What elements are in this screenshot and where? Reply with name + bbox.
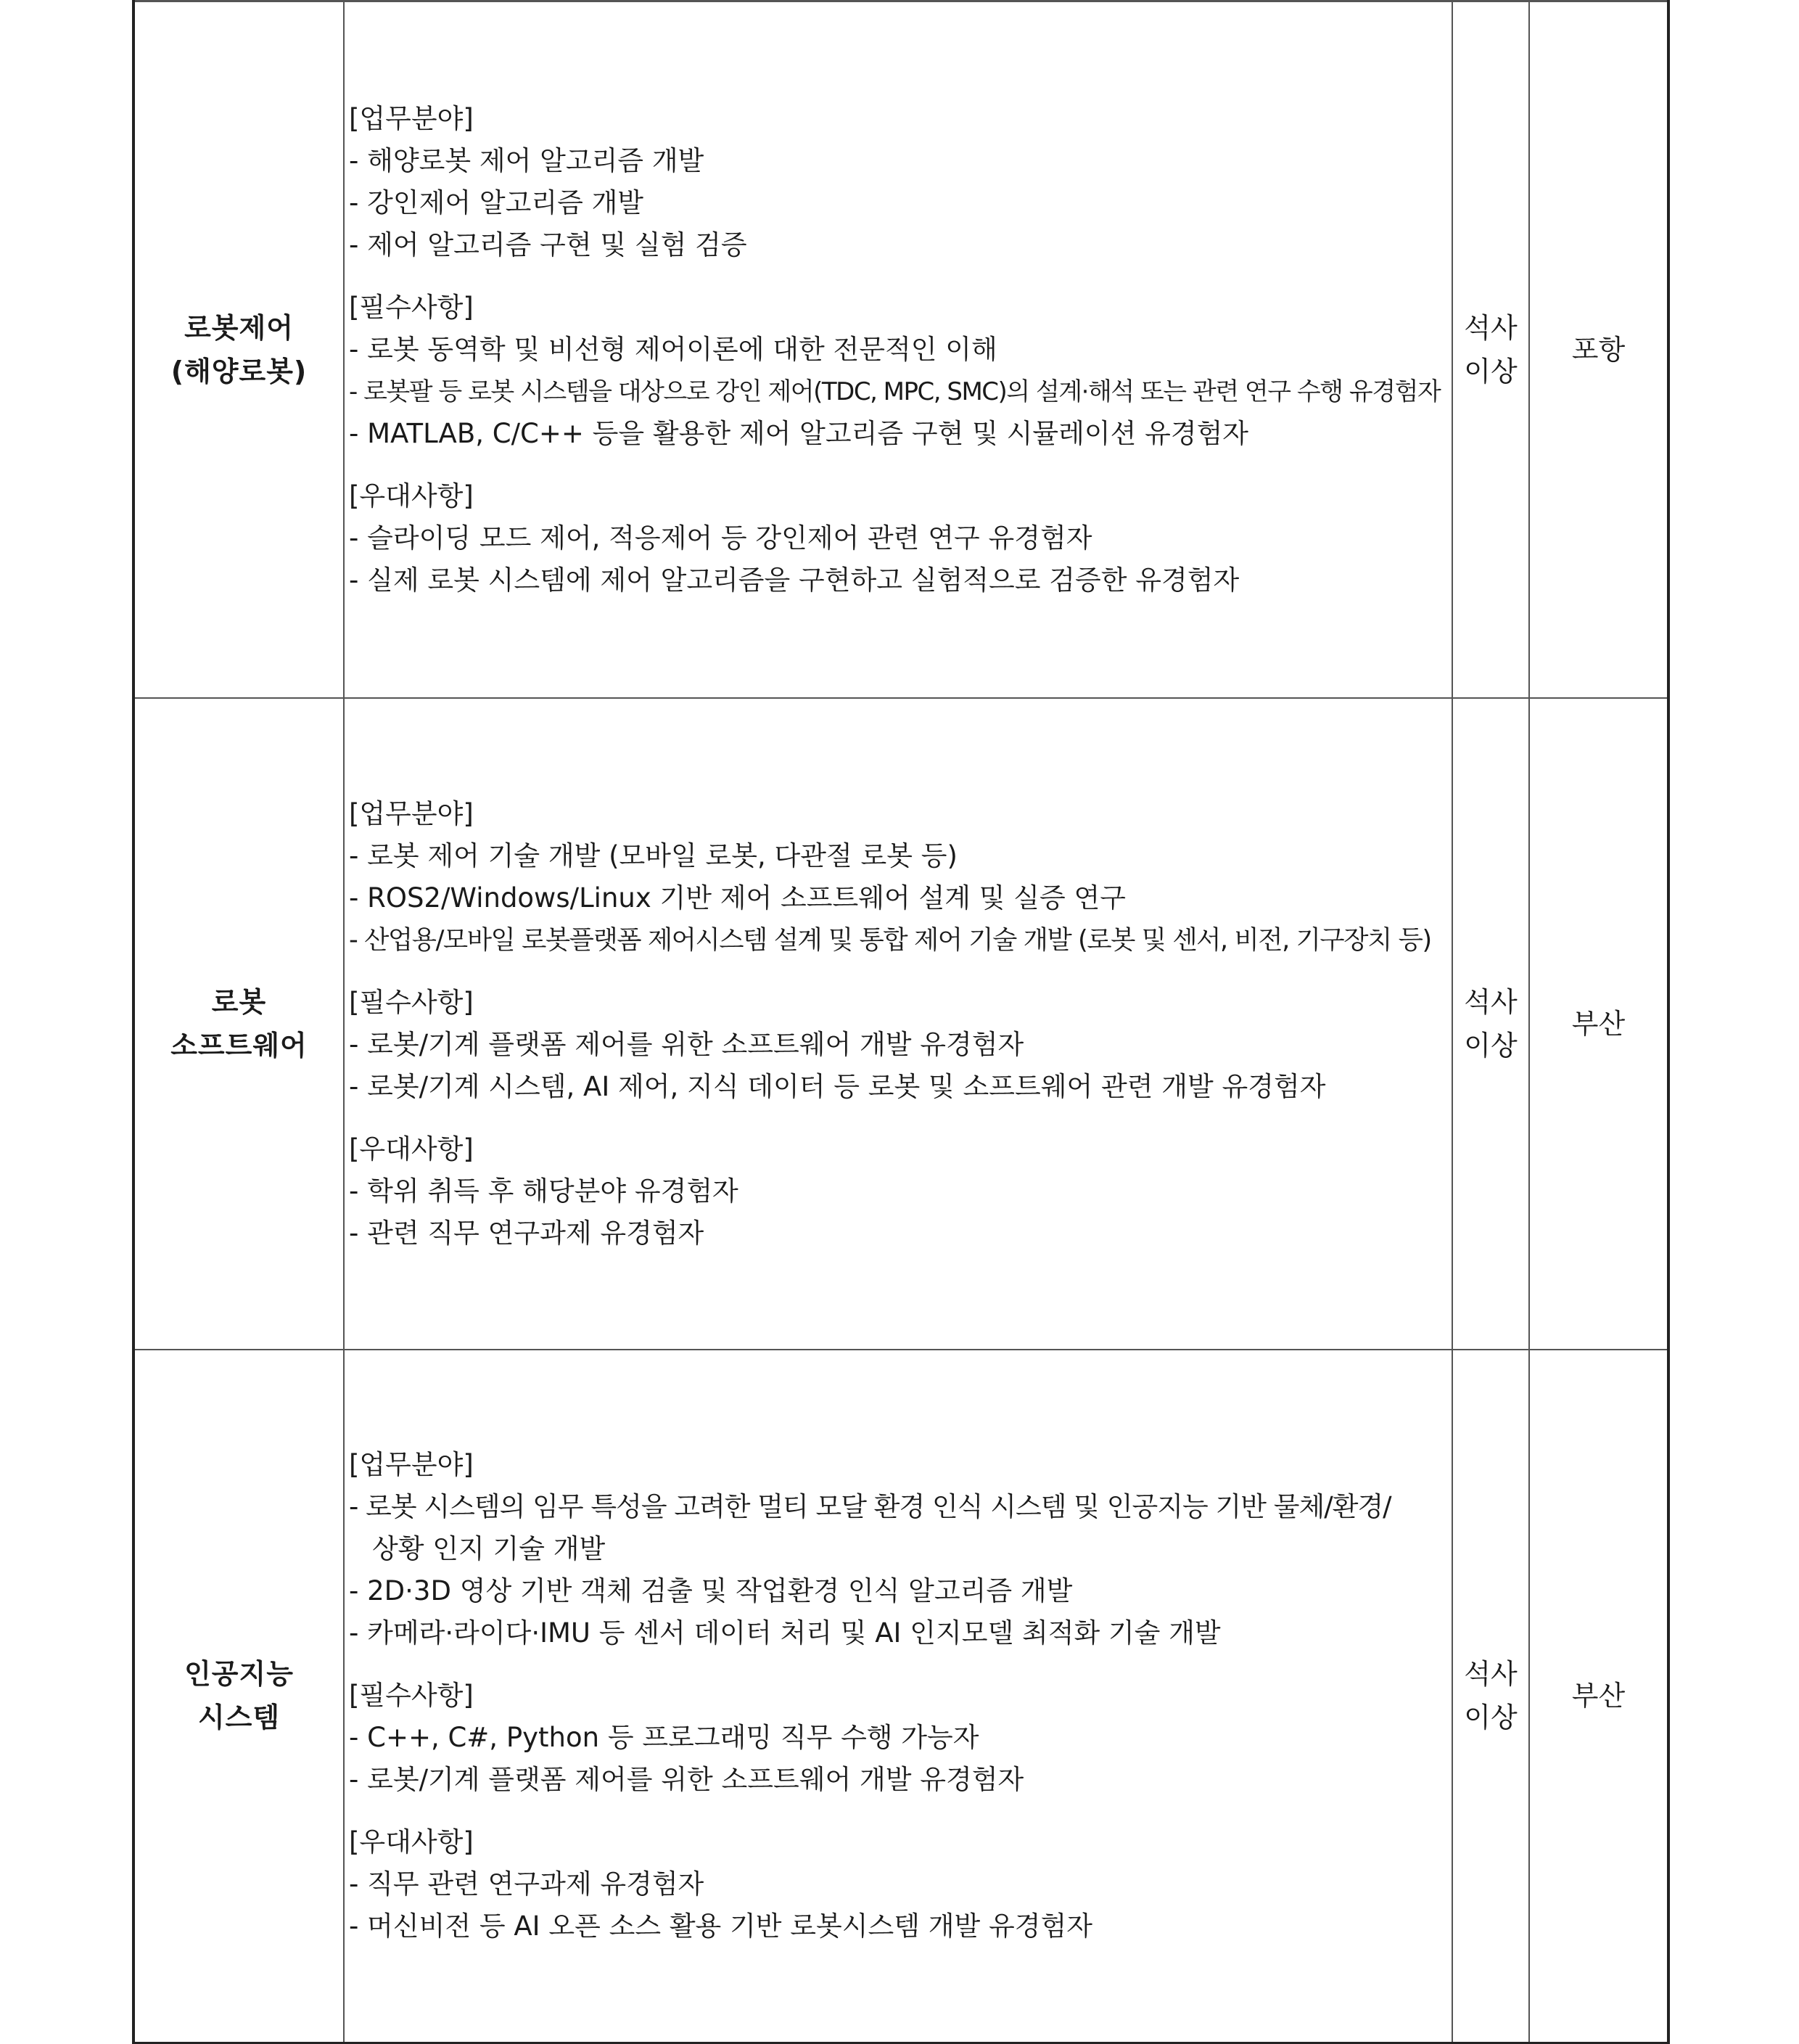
list-item: - 학위 취득 후 해당분야 유경험자 bbox=[349, 1175, 738, 1207]
description-cell bbox=[344, 698, 1452, 1350]
section-title: [우대사항] bbox=[349, 480, 474, 512]
list-item: - 로봇/기계 시스템, AI 제어, 지식 데이터 등 로봇 및 소프트웨어 관련 개발 유경험자 bbox=[349, 1070, 1326, 1102]
degree-cell bbox=[1452, 1350, 1529, 2043]
location-cell: 부산 bbox=[1529, 698, 1668, 1350]
duty-section bbox=[349, 1444, 1452, 1654]
field-name-line: 인공지능 bbox=[184, 1658, 294, 1691]
table-row bbox=[133, 1, 1668, 698]
list-item: - 로봇팔 등 로봇 시스템을 대상으로 강인 제어(TDC, MPC, SMC)의 설계·해석 또는 관련 연구 수행 유경험자 bbox=[349, 377, 1441, 406]
list-item: - 머신비전 등 AI 오픈 소스 활용 기반 로봇시스템 개발 유경험자 bbox=[349, 1910, 1092, 1942]
requirements-section bbox=[349, 287, 1452, 455]
requirements-section bbox=[349, 982, 1452, 1108]
field-cell bbox=[133, 1350, 344, 2043]
description-cell bbox=[344, 1350, 1452, 2043]
list-item: - 2D·3D 영상 기반 객체 검출 및 작업환경 인식 알고리즘 개발 bbox=[349, 1575, 1073, 1607]
list-item: - 강인제어 알고리즘 개발 bbox=[349, 186, 644, 218]
requirements-section bbox=[349, 1675, 1452, 1801]
section-title: [필수사항] bbox=[349, 291, 474, 323]
duty-section bbox=[349, 98, 1452, 266]
degree-line: 이상 bbox=[1464, 355, 1518, 387]
list-item: - 로봇 동역학 및 비선형 제어이론에 대한 전문적인 이해 bbox=[349, 333, 997, 365]
degree-cell bbox=[1452, 1, 1529, 698]
list-item: - 로봇/기계 플랫폼 제어를 위한 소프트웨어 개발 유경험자 bbox=[349, 1764, 1024, 1796]
preferred-section bbox=[349, 1128, 1452, 1255]
section-title: [우대사항] bbox=[349, 1826, 474, 1858]
field-name-line: 로봇제어 bbox=[184, 311, 294, 344]
degree-line: 석사 bbox=[1464, 311, 1518, 344]
field-name-line: 소프트웨어 bbox=[170, 1029, 308, 1062]
list-item: - 제어 알고리즘 구현 및 실험 검증 bbox=[349, 229, 747, 260]
section-title: [업무분야] bbox=[349, 797, 474, 829]
field-name-line: 로봇 bbox=[211, 985, 267, 1018]
section-title: [업무분야] bbox=[349, 1449, 474, 1481]
recruitment-table bbox=[132, 0, 1670, 2044]
list-item: - 로봇/기계 플랫폼 제어를 위한 소프트웨어 개발 유경험자 bbox=[349, 1028, 1024, 1060]
degree-line: 이상 bbox=[1464, 1029, 1518, 1062]
location-cell: 포항 bbox=[1529, 1, 1668, 698]
list-item: - 로봇 시스템의 임무 특성을 고려한 멀티 모달 환경 인식 시스템 및 인공지능 기반 물체/환경/ bbox=[349, 1491, 1391, 1523]
list-item: - ROS2/Windows/Linux 기반 제어 소프트웨어 설계 및 실증 연구 bbox=[349, 882, 1126, 914]
preferred-section bbox=[349, 1821, 1452, 1947]
list-item-continuation: 상황 인지 기술 개발 bbox=[372, 1533, 606, 1565]
section-title: [우대사항] bbox=[349, 1133, 474, 1165]
table-row bbox=[133, 1350, 1668, 2043]
section-title: [업무분야] bbox=[349, 102, 474, 134]
preferred-section bbox=[349, 475, 1452, 602]
table-row bbox=[133, 698, 1668, 1350]
field-name-line: (해양로봇) bbox=[170, 355, 308, 387]
list-item: - 실제 로봇 시스템에 제어 알고리즘을 구현하고 실험적으로 검증한 유경험자 bbox=[349, 564, 1240, 596]
list-item: - MATLAB, C/C++ 등을 활용한 제어 알고리즘 구현 및 시뮬레이션 유경험자 bbox=[349, 417, 1249, 449]
list-item: - 로봇 제어 기술 개발 (모바일 로봇, 다관절 로봇 등) bbox=[349, 840, 958, 871]
list-item: - 산업용/모바일 로봇플랫폼 제어시스템 설계 및 통합 제어 기술 개발 (로봇 및 센서, 비전, 기구장치 등) bbox=[349, 924, 1431, 955]
degree-cell bbox=[1452, 698, 1529, 1350]
section-title: [필수사항] bbox=[349, 1680, 474, 1712]
duty-section bbox=[349, 793, 1452, 961]
list-item: - 해양로봇 제어 알고리즘 개발 bbox=[349, 144, 704, 176]
field-cell bbox=[133, 698, 344, 1350]
list-item: - 카메라·라이다·IMU 등 센서 데이터 처리 및 AI 인지모델 최적화 기술 개발 bbox=[349, 1617, 1221, 1649]
list-item: - 관련 직무 연구과제 유경험자 bbox=[349, 1217, 704, 1249]
list-item: - 슬라이딩 모드 제어, 적응제어 등 강인제어 관련 연구 유경험자 bbox=[349, 522, 1092, 554]
list-item: - C++, C#, Python 등 프로그래밍 직무 수행 가능자 bbox=[349, 1722, 979, 1754]
degree-line: 석사 bbox=[1464, 1658, 1518, 1691]
field-name-line: 시스템 bbox=[197, 1702, 281, 1734]
section-title: [필수사항] bbox=[349, 986, 474, 1018]
degree-line: 석사 bbox=[1464, 985, 1518, 1018]
description-cell bbox=[344, 1, 1452, 698]
list-item: - 직무 관련 연구과제 유경험자 bbox=[349, 1868, 704, 1900]
location-cell: 부산 bbox=[1529, 1350, 1668, 2043]
field-cell bbox=[133, 1, 344, 698]
degree-line: 이상 bbox=[1464, 1702, 1518, 1734]
